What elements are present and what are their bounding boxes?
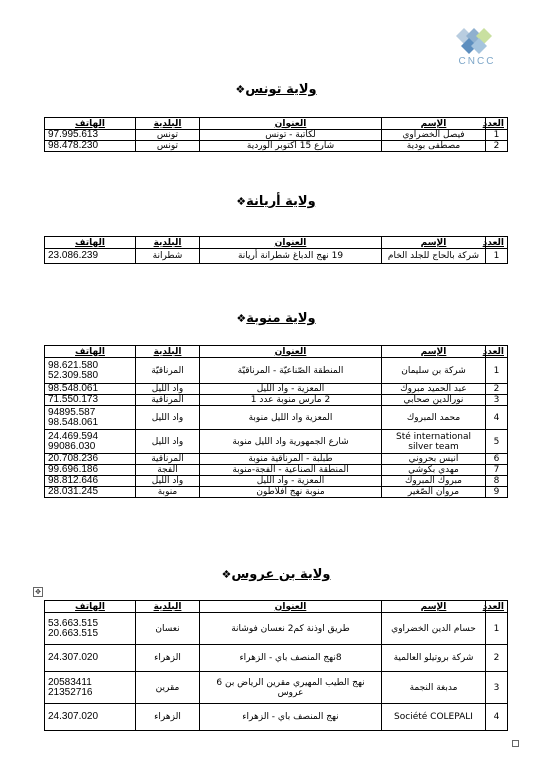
phone-number: 23.086.239	[48, 250, 99, 261]
column-header-address: العنوان	[200, 601, 382, 613]
phone-number: 98.548.061	[48, 383, 99, 394]
cell-num: 6	[486, 454, 508, 465]
column-header-num: العدد	[486, 346, 508, 358]
cell-phone	[45, 358, 136, 384]
cell-phone	[45, 487, 136, 498]
cell-municipality: المرناقيّة	[136, 358, 200, 384]
column-header-address: العنوان	[200, 118, 382, 130]
cell-address: شارع الجمهورية واد الليل منوبة	[200, 430, 382, 454]
phone-number: 20.663.515	[48, 627, 99, 639]
cell-num: 5	[486, 430, 508, 454]
table-row	[45, 130, 508, 141]
column-header-num: العدد	[486, 118, 508, 130]
table-move-handle-icon[interactable]: ✥	[33, 587, 43, 597]
diamond-bullet-icon: ❖	[236, 195, 247, 208]
column-header-num: العدد	[486, 237, 508, 249]
phone-number: 24.469.594	[48, 430, 99, 442]
cell-address: المعزية - واد الليل	[200, 476, 382, 487]
table-ariana	[44, 236, 508, 264]
cell-num: 2	[486, 141, 508, 152]
phone-number: 99.696.186	[48, 464, 99, 475]
phone-number: 28.031.245	[48, 486, 99, 497]
section-title: ولاية بن عروس	[231, 567, 331, 582]
cell-municipality: مقرين	[136, 672, 200, 704]
table-row	[45, 645, 508, 672]
cell-name: مروان الصّغير	[382, 487, 486, 498]
cell-name: شركة بروتيلو العالمية	[382, 645, 486, 672]
cell-num: 1	[486, 358, 508, 384]
table-resize-handle[interactable]	[512, 740, 519, 747]
phone-number: 20583411	[48, 676, 92, 688]
cell-municipality: الزهراء	[136, 645, 200, 672]
cell-name: محمد المبروك	[382, 406, 486, 430]
table-header-row	[45, 346, 508, 358]
cell-num: 8	[486, 476, 508, 487]
cell-address: نهج المنصف باي - الزهراء	[200, 704, 382, 731]
cell-num: 4	[486, 406, 508, 430]
cell-name: انيس بحروني	[382, 454, 486, 465]
cell-municipality: نعسان	[136, 613, 200, 645]
column-header-municipality: البلدية	[136, 346, 200, 358]
cell-num: 4	[486, 704, 508, 731]
diamond-bullet-icon: ❖	[235, 83, 246, 96]
cell-phone	[45, 465, 136, 476]
cell-address: المعزية - واد الليل	[200, 384, 382, 395]
cell-name: نورالدين صحابي	[382, 395, 486, 406]
cell-phone	[45, 476, 136, 487]
table-row	[45, 430, 508, 454]
phone-number: 52.309.580	[48, 369, 99, 381]
table-row	[45, 406, 508, 430]
cell-num: 3	[486, 395, 508, 406]
table-ben-arous	[44, 600, 508, 731]
cell-name: فيصل الخضراوي	[382, 130, 486, 141]
column-header-phone: الهاتف	[45, 118, 136, 130]
table-row	[45, 476, 508, 487]
cell-municipality: واد الليل	[136, 406, 200, 430]
cell-municipality: الزهراء	[136, 704, 200, 731]
column-header-address: العنوان	[200, 346, 382, 358]
cell-phone	[45, 645, 136, 672]
cell-address: شارع 15 اكتوبر الوردية	[200, 141, 382, 152]
cell-municipality: واد الليل	[136, 476, 200, 487]
cell-phone	[45, 704, 136, 731]
cell-address: 8نهج المنصف باي - الزهراء	[200, 645, 382, 672]
cell-num: 1	[486, 613, 508, 645]
table-row	[45, 141, 508, 152]
table-row	[45, 395, 508, 406]
section-title: ولاية منوبة	[246, 311, 316, 326]
phone-number: 98.812.646	[48, 475, 99, 486]
table-row	[45, 249, 508, 264]
cell-num: 1	[486, 249, 508, 264]
cell-name: مدبغة النجمة	[382, 672, 486, 704]
cell-num: 1	[486, 130, 508, 141]
column-header-municipality: البلدية	[136, 601, 200, 613]
cell-municipality: تونس	[136, 130, 200, 141]
cell-name: مصطفى بودية	[382, 141, 486, 152]
cell-municipality: الفجة	[136, 465, 200, 476]
column-header-name: الإسم	[382, 601, 486, 613]
section-title: ولاية تونس	[245, 82, 317, 97]
cell-name: مهدي بكوشي	[382, 465, 486, 476]
phone-number: 53.663.515	[48, 617, 99, 629]
table-row	[45, 358, 508, 384]
phone-number: 71.550.173	[48, 394, 99, 405]
table-manouba	[44, 345, 508, 498]
column-header-address: العنوان	[200, 237, 382, 249]
cell-phone	[45, 395, 136, 406]
diamond-bullet-icon: ❖	[236, 312, 247, 325]
cell-municipality: منوبة	[136, 487, 200, 498]
table-header-row	[45, 118, 508, 130]
cell-municipality: المرناقية	[136, 454, 200, 465]
cell-num: 2	[486, 384, 508, 395]
cell-address: طريق اوذنة كم2 نعسان فوشانة	[200, 613, 382, 645]
column-header-phone: الهاتف	[45, 601, 136, 613]
phone-number: 24.307.020	[48, 652, 99, 663]
table-row	[45, 672, 508, 704]
diamond-bullet-icon: ❖	[221, 568, 232, 581]
phone-number: 99086.030	[48, 440, 96, 452]
cell-phone	[45, 613, 136, 645]
phone-number: 98.478.230	[48, 140, 99, 151]
cell-phone	[45, 430, 136, 454]
phone-number: 98.621.580	[48, 359, 99, 371]
column-header-name: الإسم	[382, 118, 486, 130]
cell-phone	[45, 672, 136, 704]
cell-address: 19 نهج الدباغ شطرانة أريانة	[200, 249, 382, 264]
table-row	[45, 465, 508, 476]
cell-name: شركة بن سليمان	[382, 358, 486, 384]
cell-phone	[45, 141, 136, 152]
cell-address: طبلبة - المرناقية منوبة	[200, 454, 382, 465]
cell-municipality: تونس	[136, 141, 200, 152]
cell-address: منوبة نهج افلاطون	[200, 487, 382, 498]
phone-number: 21352716	[48, 686, 93, 698]
cell-address: لكاتبة - تونس	[200, 130, 382, 141]
cell-phone	[45, 454, 136, 465]
section-heading-manouba	[0, 311, 546, 326]
cell-address: المعزية واد الليل منوبة	[200, 406, 382, 430]
column-header-phone: الهاتف	[45, 237, 136, 249]
cell-address: المنطقة الصّناعيّة - المرناقيّة	[200, 358, 382, 384]
section-heading-ben-arous	[0, 567, 546, 582]
section-heading-tunis	[0, 82, 546, 97]
phone-number: 98.548.061	[48, 416, 99, 428]
cell-address: 2 مارس منوبة عدد 1	[200, 395, 382, 406]
cell-phone	[45, 406, 136, 430]
section-title: ولاية أريانة	[246, 194, 316, 209]
phone-number: 20.708.236	[48, 453, 99, 464]
cell-municipality: شطرانة	[136, 249, 200, 264]
cell-name: مبروك المبروك	[382, 476, 486, 487]
cell-name: Société COLEPALI	[382, 704, 486, 731]
phone-number: 24.307.020	[48, 711, 99, 722]
table-row	[45, 487, 508, 498]
phone-number: 94895.587	[48, 406, 96, 418]
cell-address: المنطقة الصناعية - الفجة-منوبة	[200, 465, 382, 476]
table-row	[45, 704, 508, 731]
cell-num: 2	[486, 645, 508, 672]
table-row	[45, 613, 508, 645]
cell-num: 3	[486, 672, 508, 704]
cell-name: شركة بالحاج للجلد الخام	[382, 249, 486, 264]
logo-text: CNCC	[458, 56, 496, 67]
cell-name: حسام الدين الخضراوي	[382, 613, 486, 645]
cell-name: Sté international silver team	[382, 430, 486, 454]
cncc-logo	[446, 26, 508, 70]
column-header-municipality: البلدية	[136, 118, 200, 130]
column-header-name: الإسم	[382, 346, 486, 358]
cell-phone	[45, 130, 136, 141]
section-heading-ariana	[0, 194, 546, 209]
cell-phone	[45, 384, 136, 395]
phone-number: 97.995.613	[48, 129, 99, 140]
table-row	[45, 454, 508, 465]
column-header-phone: الهاتف	[45, 346, 136, 358]
cell-address: نهج الطيب المهيري مقرين الرياض بن 6 عروس	[200, 672, 382, 704]
column-header-name: الإسم	[382, 237, 486, 249]
cell-municipality: واد الليل	[136, 384, 200, 395]
column-header-municipality: البلدية	[136, 237, 200, 249]
cell-num: 7	[486, 465, 508, 476]
table-header-row	[45, 237, 508, 249]
cell-municipality: المرناقية	[136, 395, 200, 406]
table-row	[45, 384, 508, 395]
cell-phone	[45, 249, 136, 264]
cell-num: 9	[486, 487, 508, 498]
cell-name: عبد الحميد مبروك	[382, 384, 486, 395]
table-header-row	[45, 601, 508, 613]
table-tunis	[44, 117, 508, 152]
cell-municipality: واد الليل	[136, 430, 200, 454]
column-header-num: العدد	[486, 601, 508, 613]
